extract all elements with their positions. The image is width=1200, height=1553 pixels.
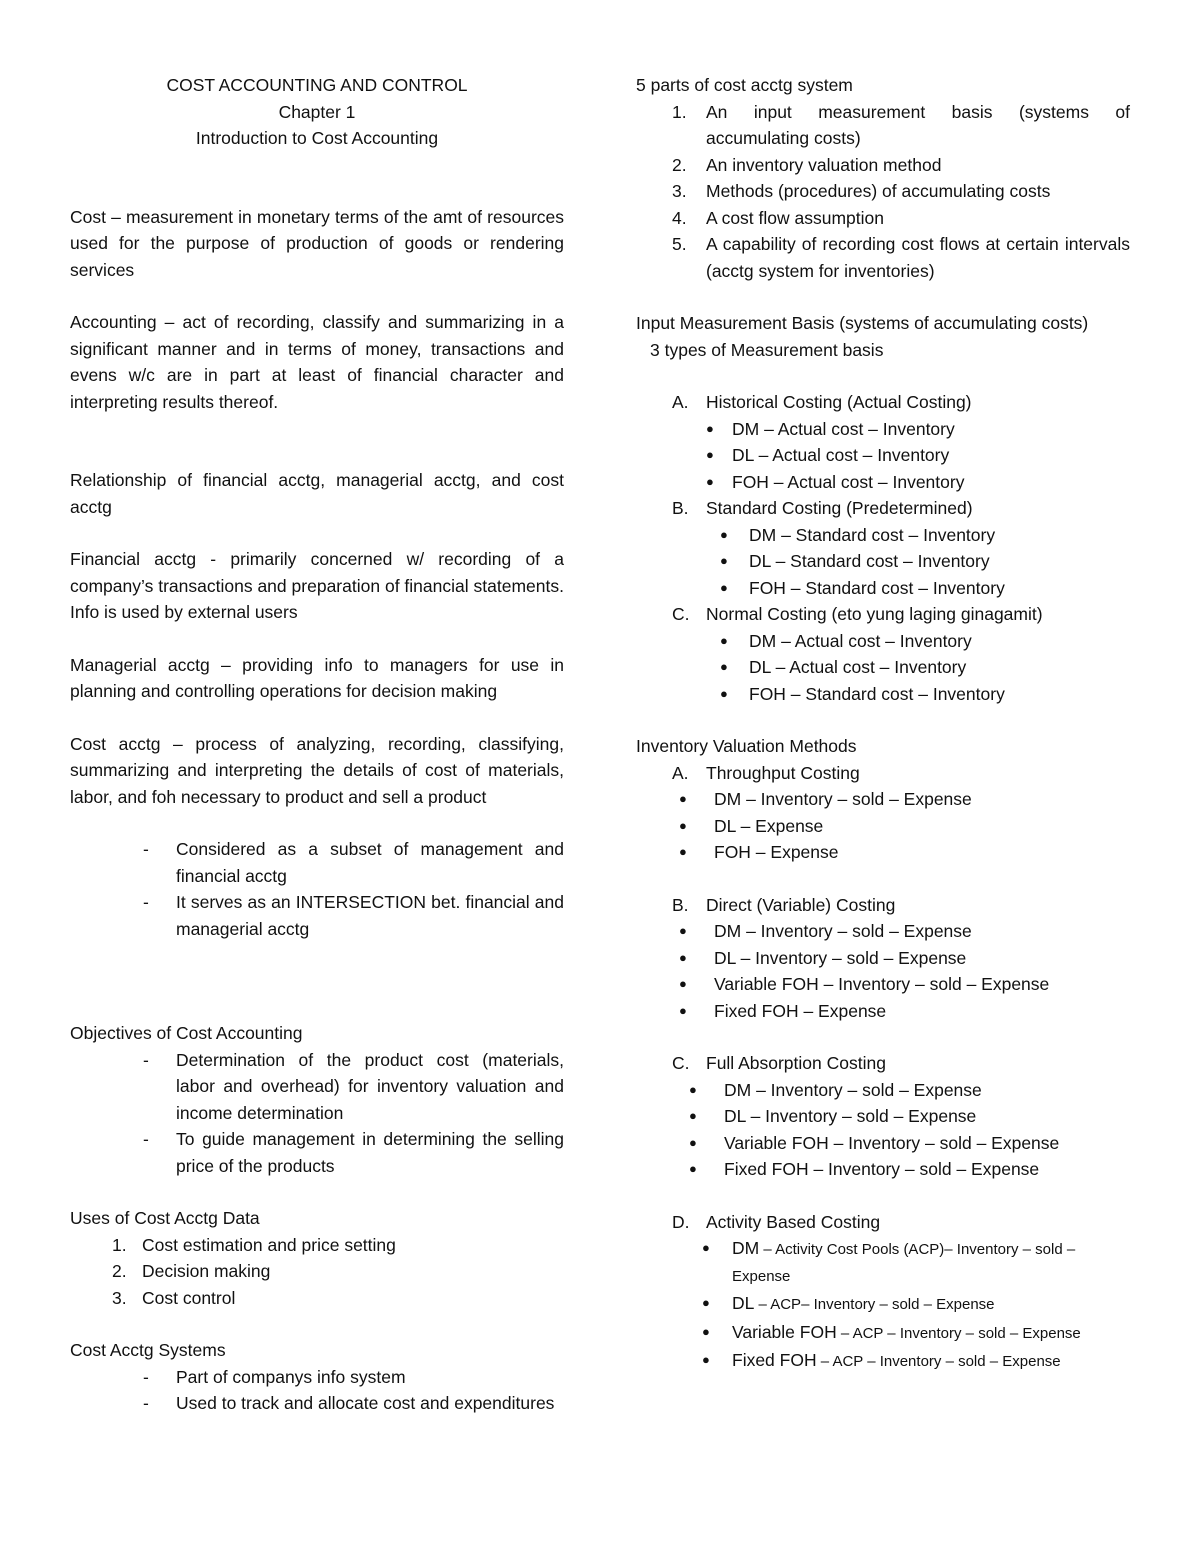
- uses-heading: Uses of Cost Acctg Data: [70, 1208, 260, 1228]
- parts-list: [636, 99, 1130, 285]
- throughput-costing-heading: A. Throughput Costing: [672, 762, 860, 783]
- bullet-icon: ●: [720, 579, 728, 595]
- dash-marker: -: [143, 1049, 149, 1070]
- list-item: ● FOH – Standard cost – Inventory: [636, 681, 1130, 708]
- list-item: ● DL – Inventory – sold – Expense: [636, 945, 1130, 972]
- dash-marker: -: [143, 1393, 149, 1413]
- bullet-icon: ●: [702, 1352, 710, 1367]
- list-item: - Determination of the product cost (materials, labor and overhead) for inventory valuation and income determination: [70, 1047, 564, 1127]
- historical-costing-heading: A. Historical Costing (Actual Costing): [672, 392, 972, 412]
- bullet-icon: ●: [720, 526, 728, 542]
- list-item: - Part of companys info system: [70, 1364, 564, 1391]
- list-item: ● DM – Actual cost – Inventory: [636, 416, 1130, 443]
- list-item: ● Variable FOH – ACP – Inventory – sold – Expense: [636, 1319, 1130, 1348]
- ivm-heading: Inventory Valuation Methods: [636, 736, 857, 756]
- direct-costing-list: [636, 918, 1130, 1024]
- list-item: - It serves as an INTERSECTION bet. financial and managerial acctg: [70, 889, 564, 942]
- standard-costing-heading: B. Standard Costing (Predetermined): [672, 498, 973, 518]
- bullet-icon: ●: [720, 632, 728, 648]
- list-item: 4. A cost flow assumption: [672, 207, 884, 228]
- list-item: 2. Decision making: [112, 1261, 271, 1281]
- list-item: ● DL – Expense: [636, 813, 1130, 840]
- list-item: - Considered as a subset of management and financial acctg: [70, 836, 564, 889]
- full-absorption-heading: C. Full Absorption Costing: [672, 1053, 886, 1073]
- bullet-icon: ●: [702, 1323, 710, 1339]
- list-item: ● FOH – Standard cost – Inventory: [636, 575, 1130, 602]
- financial-acctg-definition: Financial acctg - primarily concerned w/ recording of a company’s transactions and preparation of financial statements. Info is used by external users: [70, 549, 564, 622]
- objectives-list: [70, 1047, 564, 1180]
- list-item: 1. Cost estimation and price setting: [112, 1234, 396, 1255]
- bullet-icon: ●: [702, 1240, 710, 1255]
- accounting-definition: Accounting – act of recording, classify and summarizing in a significant manner and in terms of money, transactions and evens w/c are in part at least of financial character and interpreting results thereof.: [70, 312, 564, 412]
- list-item: ● DM – Inventory – sold – Expense: [636, 786, 1130, 813]
- bullet-icon: ●: [689, 1134, 697, 1150]
- list-item: ● Fixed FOH – ACP – Inventory – sold – Expense: [636, 1347, 1130, 1376]
- bullet-icon: ●: [706, 447, 714, 462]
- list-item: ● DM – Activity Cost Pools (ACP)– Inventory – sold – Expense: [636, 1235, 1130, 1290]
- bullet-icon: ●: [706, 473, 714, 489]
- list-item: - To guide management in determining the selling price of the products: [70, 1126, 564, 1179]
- bullet-icon: ●: [679, 1002, 687, 1018]
- systems-heading: Cost Acctg Systems: [70, 1340, 226, 1360]
- bullet-icon: ●: [720, 659, 728, 674]
- bullet-icon: ●: [720, 553, 728, 568]
- list-item: 1. An input measurement basis (systems of accumulating costs): [672, 101, 1130, 148]
- parts-heading: 5 parts of cost acctg system: [636, 75, 853, 95]
- objectives-heading: Objectives of Cost Accounting: [70, 1023, 303, 1043]
- list-item: ● DL – ACP– Inventory – sold – Expense: [636, 1290, 1130, 1319]
- list-item: ● DL – Standard cost – Inventory: [636, 548, 1130, 575]
- bullet-icon: ●: [679, 949, 687, 965]
- bullet-icon: ●: [706, 420, 714, 436]
- list-item: - Used to track and allocate cost and expenditures: [70, 1390, 564, 1417]
- list-item: ● DM – Inventory – sold – Expense: [636, 1077, 1130, 1104]
- imb-heading: Input Measurement Basis (systems of accumulating costs): [636, 313, 1089, 333]
- bullet-icon: ●: [689, 1081, 697, 1097]
- list-item: ● Variable FOH – Inventory – sold – Expense: [636, 971, 1130, 998]
- right-column: [636, 72, 1130, 1376]
- systems-list: [70, 1364, 564, 1417]
- bullet-icon: ●: [679, 844, 687, 859]
- list-item: ● Fixed FOH – Inventory – sold – Expense: [636, 1156, 1130, 1183]
- normal-costing-list: [636, 628, 1130, 708]
- bullet-icon: ●: [679, 791, 687, 806]
- list-item: 3. Cost control: [112, 1287, 236, 1308]
- list-item: ● FOH – Actual cost – Inventory: [636, 469, 1130, 496]
- bullet-icon: ●: [679, 817, 687, 833]
- list-item: 3. Methods (procedures) of accumulating costs: [672, 181, 1051, 201]
- dash-marker: -: [143, 1366, 149, 1387]
- bullet-icon: ●: [689, 1108, 697, 1123]
- historical-costing-list: [636, 416, 1130, 496]
- list-item: ● Variable FOH – Inventory – sold – Expense: [636, 1130, 1130, 1157]
- list-item: ● Fixed FOH – Expense: [636, 998, 1130, 1025]
- cost-definition: Cost – measurement in monetary terms of the amt of resources used for the purpose of production of goods or rendering services: [70, 206, 564, 280]
- left-column: [70, 72, 564, 1417]
- list-item: ● DL – Inventory – sold – Expense: [636, 1103, 1130, 1130]
- list-item: ● DM – Standard cost – Inventory: [636, 522, 1130, 549]
- cost-acctg-points: [70, 836, 564, 942]
- bullet-icon: ●: [689, 1161, 697, 1176]
- activity-based-heading: D. Activity Based Costing: [672, 1211, 881, 1232]
- list-item: ● DL – Actual cost – Inventory: [636, 442, 1130, 469]
- full-absorption-list: [636, 1077, 1130, 1183]
- list-item: ● FOH – Expense: [636, 839, 1130, 866]
- relationship-heading: Relationship of financial acctg, managerial acctg, and cost acctg: [70, 470, 564, 517]
- normal-costing-heading: C. Normal Costing (eto yung laging ginagamit): [672, 604, 1043, 624]
- uses-list: [70, 1232, 564, 1312]
- chapter-subtitle: Introduction to Cost Accounting: [195, 128, 439, 148]
- bullet-icon: ●: [702, 1295, 710, 1310]
- cost-acctg-definition: Cost acctg – process of analyzing, recording, classifying, summarizing and interpreting the details of cost of materials, labor, and foh necessary to product and sell a product: [70, 733, 564, 807]
- list-item: ● DL – Actual cost – Inventory: [636, 654, 1130, 681]
- activity-based-list: [636, 1235, 1130, 1376]
- dash-marker: -: [143, 839, 149, 859]
- managerial-acctg-definition: Managerial acctg – providing info to managers for use in planning and controlling operations for decision making: [70, 654, 564, 701]
- standard-costing-list: [636, 522, 1130, 602]
- list-item: ● DM – Inventory – sold – Expense: [636, 918, 1130, 945]
- document-title: COST ACCOUNTING AND CONTROL: [166, 75, 468, 95]
- bullet-icon: ●: [720, 685, 728, 701]
- imb-subheading: 3 types of Measurement basis: [650, 339, 884, 360]
- list-item: ● DM – Actual cost – Inventory: [636, 628, 1130, 655]
- dash-marker: -: [143, 892, 149, 912]
- dash-marker: -: [143, 1129, 149, 1149]
- direct-costing-heading: B. Direct (Variable) Costing: [672, 894, 896, 915]
- bullet-icon: ●: [679, 976, 687, 991]
- chapter-label: Chapter 1: [278, 101, 356, 122]
- list-item: 5. A capability of recording cost flows at certain intervals (acctg system for inventories): [672, 234, 1130, 281]
- list-item: 2. An inventory valuation method: [672, 154, 942, 175]
- throughput-costing-list: [636, 786, 1130, 866]
- bullet-icon: ●: [679, 923, 687, 938]
